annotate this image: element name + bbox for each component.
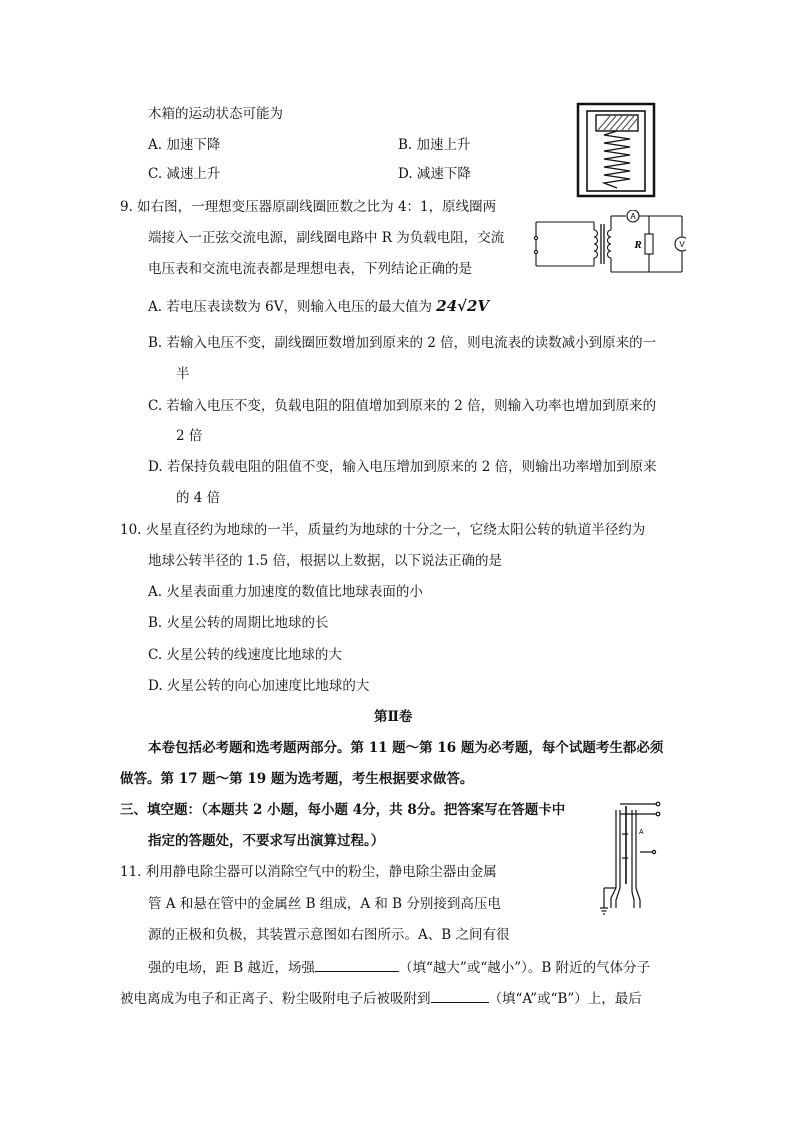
q9-option-a[interactable] [148,297,489,316]
q8-stem-tail: 木箱的运动状态可能为 [148,106,283,122]
q11-line4-part1: 强的电场，距 B 越近，场强 [148,960,316,976]
q9-option-c[interactable]: C. 若输入电压不变，负载电阻的阻值增加到原来的 2 倍，则输入功率也增加到原来的 [148,398,657,414]
q9-stem-line2: 端接入一正弦交流电源，副线圈电路中 R 为负载电阻，交流 [148,230,505,246]
q10-option-b[interactable]: B. 火星公转的周期比地球的长 [148,615,329,631]
voltmeter-label: V [679,240,685,249]
q9-option-a-math: 24√2V [436,297,490,315]
q10-stem-line2: 地球公转半径的 1.5 倍，根据以上数据，以下说法正确的是 [148,553,503,569]
q11-blank-1[interactable] [315,957,399,972]
q9-option-d-cont: 的 4 倍 [176,490,221,506]
transformer-circuit-figure [532,210,686,278]
part2-intro-line2: 做答。第 17 题～第 19 题为选考题，考生根据要求做答。 [120,771,474,787]
spring-box-figure [574,100,658,200]
q8-option-d[interactable]: D. 减速下降 [398,166,471,182]
section3-instructions: 指定的答题处，不要求写出演算过程。） [148,833,385,849]
q11-line4-part2: （填“越大”或“越小”）。B 附近的气体分子 [399,960,651,976]
resistor-label: R [634,239,642,251]
q11-stem-line5 [120,988,642,1008]
q9-stem-line1: 9. 如右图，一理想变压器原副线圈匝数之比为 4：1，原线圈两 [120,199,497,215]
q11-blank-2[interactable] [431,988,489,1003]
q9-stem-line3: 电压表和交流电流表都是理想电表，下列结论正确的是 [148,261,472,277]
q11-stem-line4 [148,957,650,977]
q10-option-a[interactable]: A. 火星表面重力加速度的数值比地球表面的小 [148,584,423,600]
q9-option-a-text: A. 若电压表读数为 6V，则输入电压的最大值为 [148,299,432,315]
part2-intro-line1: 本卷包括必考题和选考题两部分。第 11 题～第 16 题为必考题，每个试题考生都必须 [148,740,664,756]
q8-option-b[interactable]: B. 加速上升 [398,137,471,153]
q10-option-d[interactable]: D. 火星公转的向心加速度比地球的大 [148,678,370,694]
pipe-a-label: A [639,829,644,836]
q11-line5-part2: （填“A”或“B”）上，最后 [488,991,642,1007]
precipitator-figure [598,796,670,920]
q11-stem-line2: 管 A 和悬在管中的金属丝 B 组成，A 和 B 分别接到高压电 [148,896,501,912]
part2-title: 第Ⅱ卷 [374,709,413,725]
q10-stem-line1: 10. 火星直径约为地球的一半，质量约为地球的十分之一，它绕太阳公转的轨道半径约为 [120,522,646,538]
q8-option-c[interactable]: C. 减速上升 [148,166,221,182]
q9-option-b-cont: 半 [176,366,190,382]
q9-option-b[interactable]: B. 若输入电压不变，副线圈匝数增加到原来的 2 倍，则电流表的读数减小到原来的一 [148,335,657,351]
q11-stem-line3: 源的正极和负极，其装置示意图如右图所示。A、B 之间有很 [148,927,510,943]
q11-stem-line1: 11. 利用静电除尘器可以消除空气中的粉尘，静电除尘器由金属 [120,864,497,880]
q9-option-d[interactable]: D. 若保持负载电阻的阻值不变，输入电压增加到原来的 2 倍，则输出功率增加到原来 [148,459,657,475]
q9-option-c-cont: 2 倍 [176,428,203,444]
q11-line5-part1: 被电离成为电子和正离子、粉尘吸附电子后被吸附到 [120,991,431,1007]
q8-option-a[interactable]: A. 加速下降 [148,137,221,153]
q10-option-c[interactable]: C. 火星公转的线速度比地球的大 [148,647,342,663]
ammeter-label: A [630,212,636,221]
section3-heading: 三、填空题：（本题共 2 小题，每小题 4分，共 8分。把答案写在答题卡中 [120,802,566,818]
